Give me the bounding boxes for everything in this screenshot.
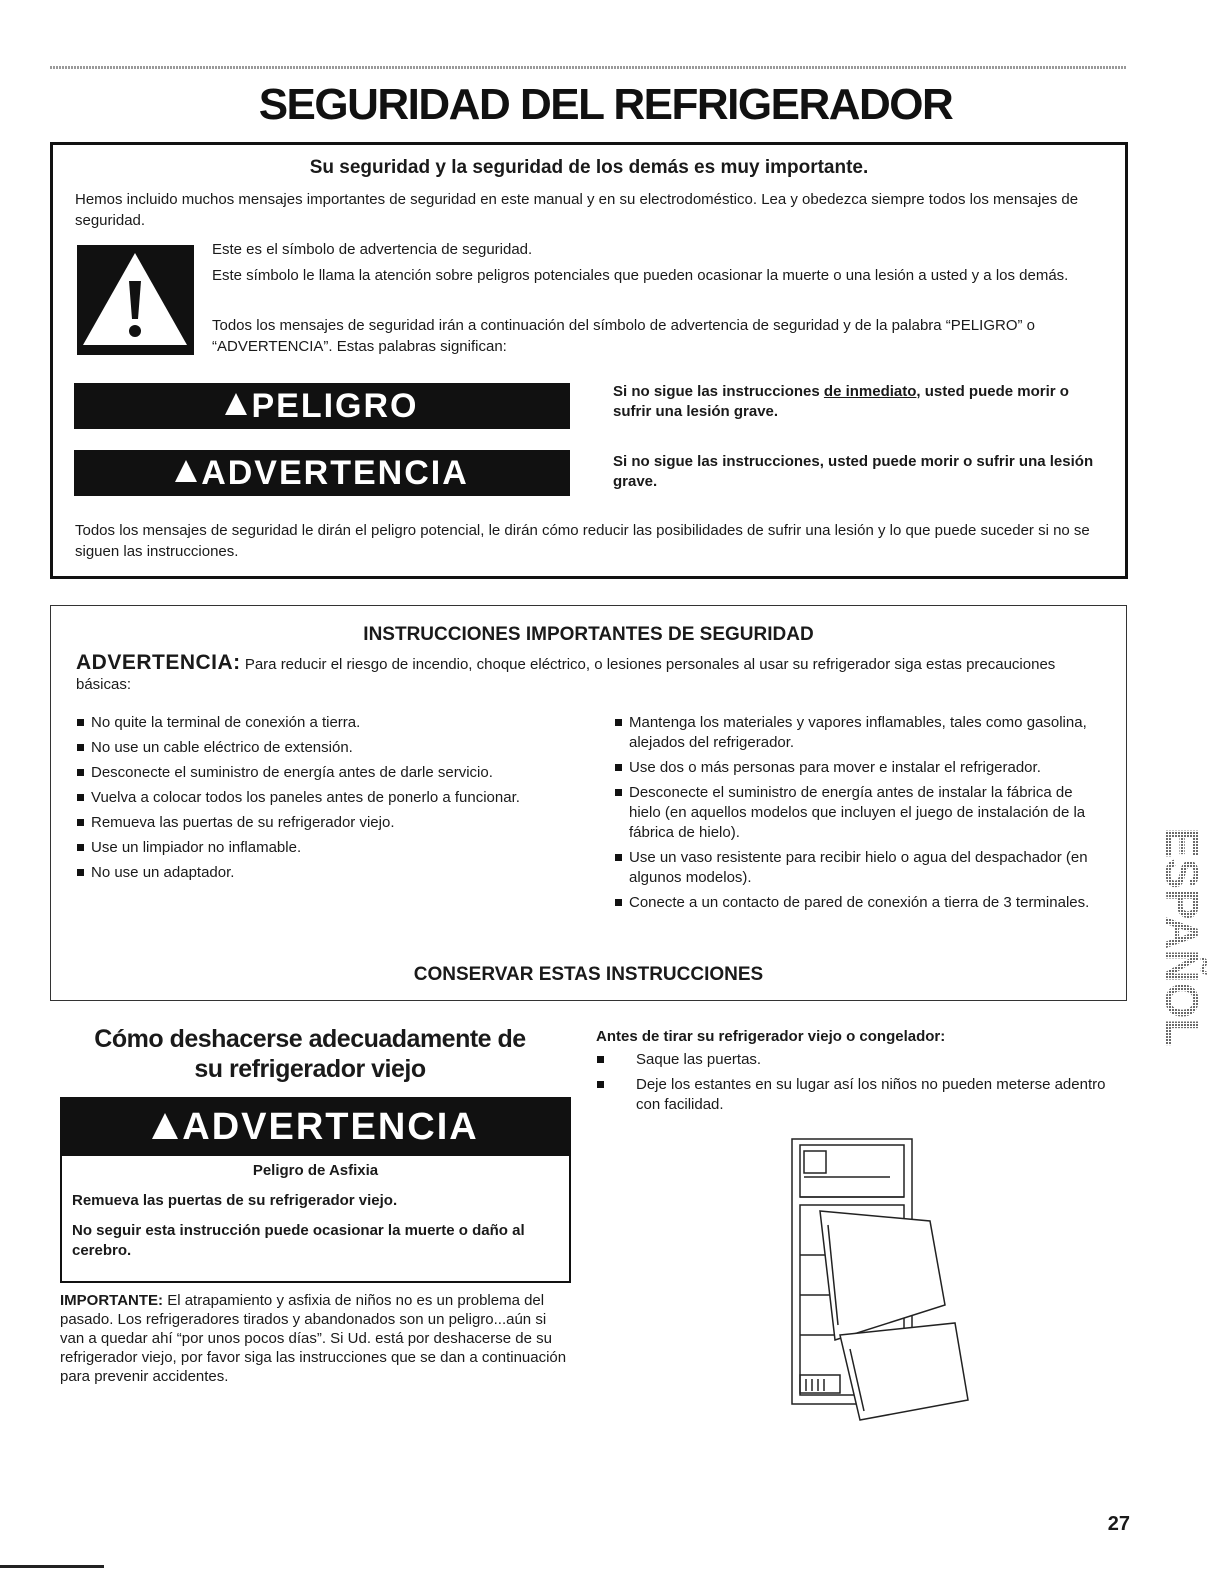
important-label: IMPORTANTE: <box>60 1292 164 1309</box>
warning-word: ADVERTENCIA: <box>76 651 241 674</box>
warning-triangle-icon <box>77 245 194 355</box>
instructions-footer: CONSERVAR ESTAS INSTRUCCIONES <box>413 964 764 985</box>
warning-label: ADVERTENCIA <box>201 453 469 492</box>
list-item: Use dos o más personas para mover e instalar el refrigerador. <box>614 758 1094 778</box>
alert-triangle-icon <box>152 1113 178 1139</box>
asphyxia-warning-label: ADVERTENCIA <box>182 1106 479 1148</box>
danger-signal-bar <box>74 383 570 429</box>
list-item: Use un vaso resistente para recibir hielo o agua del despachador (en algunos modelos). <box>614 848 1094 888</box>
safety-intro: Hemos incluido muchos mensajes importantes de seguridad en este manual y en su electrodoméstico. Lea y obedezca siempre todos los mensajes de seguridad. <box>75 191 1079 229</box>
list-item: No use un cable eléctrico de extensión. <box>76 738 576 758</box>
page-title: SEGURIDAD DEL REFRIGERADOR <box>258 80 953 129</box>
important-text: El atrapamiento y asfixia de niños no es un problema del pasado. Los refrigeradores tirados y abandonados son un peligro...aún si van a quedar ahí “por unos pocos días”. Si Ud. está por deshacerse de su refrigerador viejo, por favor siga las instrucciones que se dan a continuación para prevenir accidentes. <box>60 1292 567 1385</box>
danger-desc-part-a: Si no sigue las instrucciones <box>613 383 824 400</box>
asphyxia-warning-bar <box>62 1099 569 1156</box>
disposal-title-line-2: su refrigerador viejo <box>194 1055 426 1083</box>
list-item: Remueva las puertas de su refrigerador viejo. <box>76 813 576 833</box>
important-note <box>60 1291 570 1386</box>
before-disposal-list <box>596 1050 1126 1120</box>
hazard-line-2: No seguir esta instrucción puede ocasionar la muerte o daño al cerebro. <box>72 1222 525 1259</box>
disposal-title <box>55 1024 565 1084</box>
hazard-title: Peligro de Asfixia <box>252 1162 379 1179</box>
safety-footer: Todos los mensajes de seguridad le dirán el peligro potencial, le dirán cómo reducir las posibilidades de sufrir una lesión y lo que puede suceder si no se siguen las instrucciones. <box>75 522 1090 560</box>
list-item: Desconecte el suministro de energía antes de darle servicio. <box>76 763 576 783</box>
danger-desc-part-b: , usted puede morir o sufrir una lesión grave. <box>613 383 1069 420</box>
list-item: Desconecte el suministro de energía antes de instalar la fábrica de hielo (en aquellos modelos que incluyen el juego de instalación de la fábrica de hielo). <box>614 783 1094 843</box>
list-item: No quite la terminal de conexión a tierra. <box>76 713 576 733</box>
safety-box <box>50 142 1128 579</box>
instructions-heading: INSTRUCCIONES IMPORTANTES DE SEGURIDAD <box>363 624 814 645</box>
alert-triangle-icon <box>175 460 197 482</box>
top-rule <box>50 66 1126 69</box>
warning-text: Para reducir el riesgo de incendio, choque eléctrico, o lesiones personales al usar su refrigerador siga estas precauciones básicas: <box>76 656 1056 693</box>
refrigerator-doors-removed-icon <box>780 1135 980 1425</box>
list-item: Mantenga los materiales y vapores inflamables, tales como gasolina, alejados del refrigerador. <box>614 713 1094 753</box>
list-item: Vuelva a colocar todos los paneles antes de ponerlo a funcionar. <box>76 788 576 808</box>
symbol-line-2: Este símbolo le llama la atención sobre peligros potenciales que pueden ocasionar la muerte o una lesión a usted y a los demás. <box>212 267 1069 284</box>
list-item: Use un limpiador no inflamable. <box>76 838 576 858</box>
before-disposal-title: Antes de tirar su refrigerador viejo o congelador: <box>596 1028 946 1045</box>
safety-heading: Su seguridad y la seguridad de los demás es muy importante. <box>309 157 869 178</box>
warning-signal-bar <box>74 450 570 496</box>
disposal-title-line-1: Cómo deshacerse adecuadamente de <box>94 1025 526 1053</box>
asphyxia-warning-box <box>60 1097 571 1283</box>
warning-description: Si no sigue las instrucciones, usted puede morir o sufrir una lesión grave. <box>613 453 1094 490</box>
language-side-tab <box>1148 812 1208 1062</box>
symbol-line-3: Todos los mensajes de seguridad irán a continuación del símbolo de advertencia de seguridad y de la palabra “PELIGRO” o “ADVERTENCIA”. Estas palabras significan: <box>212 317 1035 355</box>
precautions-right-list <box>614 713 1094 918</box>
list-item: Conecte a un contacto de pared de conexión a tierra de 3 terminales. <box>614 893 1094 913</box>
instructions-box <box>50 605 1127 1001</box>
danger-desc-underline: de inmediato <box>823 383 917 400</box>
danger-label: PELIGRO <box>251 386 419 425</box>
list-item: Saque las puertas. <box>596 1050 1126 1070</box>
list-item: Deje los estantes en su lugar así los niños no pueden meterse adentro con facilidad. <box>596 1075 1126 1115</box>
side-tab-label: ESPAÑOL <box>1155 827 1208 1047</box>
alert-triangle-icon <box>225 393 247 415</box>
instructions-warning <box>76 653 1106 695</box>
page-number: 27 <box>1107 1513 1130 1535</box>
precautions-left-list <box>76 713 576 888</box>
symbol-line-1: Este es el símbolo de advertencia de seguridad. <box>212 241 533 258</box>
list-item: No use un adaptador. <box>76 863 576 883</box>
hazard-line-1: Remueva las puertas de su refrigerador viejo. <box>72 1192 398 1209</box>
bottom-rule <box>0 1565 104 1568</box>
danger-description <box>613 382 1103 422</box>
